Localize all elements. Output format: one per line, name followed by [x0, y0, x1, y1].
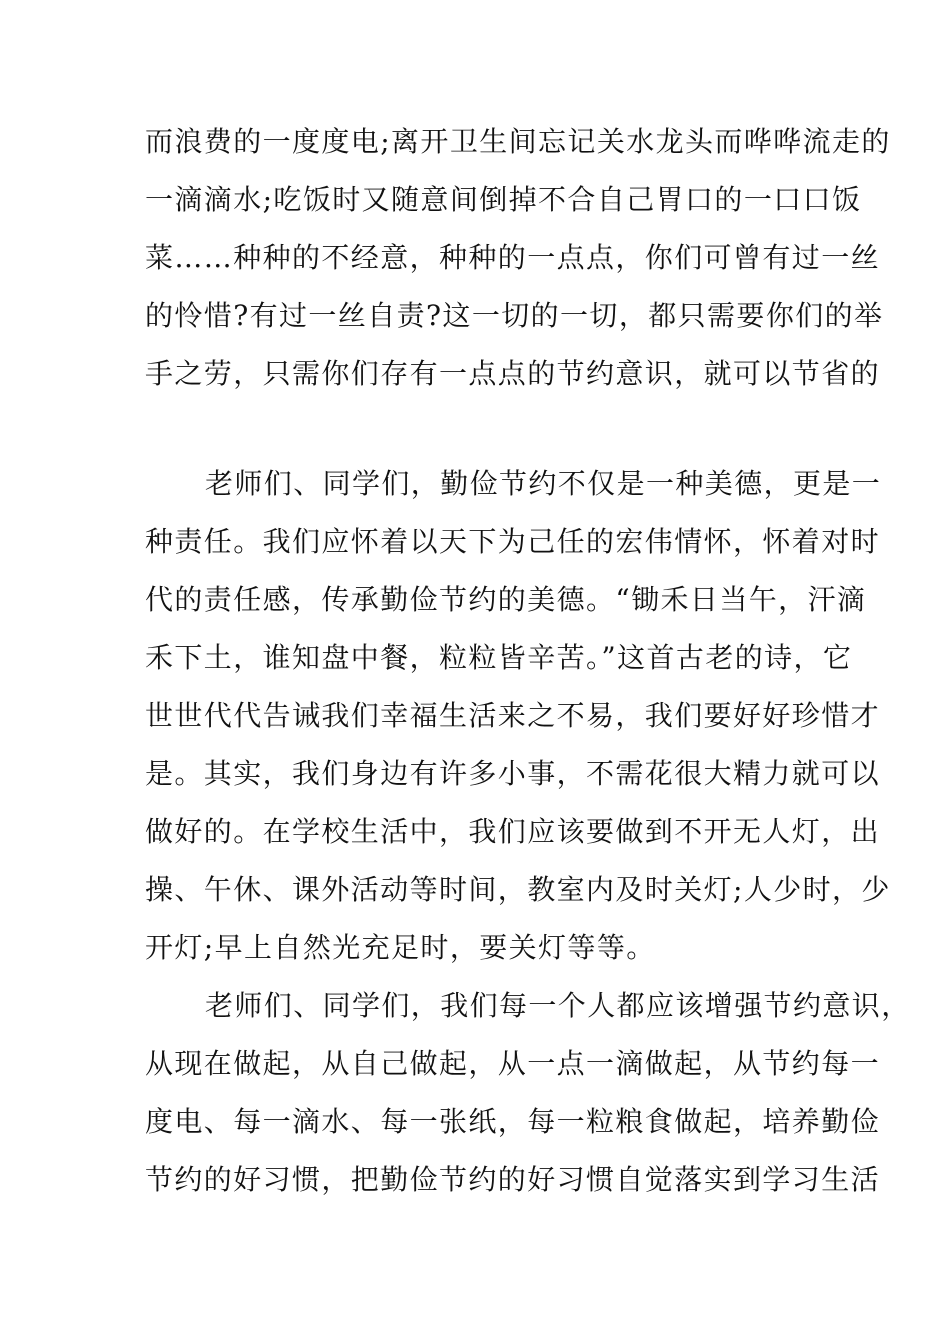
- text-line: 世世代代告诫我们幸福生活来之不易，我们要好好珍惜才: [145, 699, 881, 732]
- text-line: 代的责任感，传承勤俭节约的美德。“锄禾日当午，汗滴: [145, 583, 867, 616]
- text-line: 老师们、同学们，我们每一个人都应该增强节约意识，: [205, 989, 911, 1022]
- text-line: 菜……种种的不经意，种种的一点点，你们可曾有过一丝: [145, 241, 881, 274]
- text-line: 开灯;早上自然光充足时，要关灯等等。: [145, 931, 656, 964]
- text-line: 一滴滴水;吃饭时又随意间倒掉不合自己胃口的一口口饭: [145, 183, 862, 216]
- text-line: 老师们、同学们，勤俭节约不仅是一种美德，更是一: [205, 467, 882, 500]
- text-line: 的怜惜?有过一丝自责?这一切的一切，都只需要你们的举: [145, 299, 884, 332]
- text-line: 度电、每一滴水、每一张纸，每一粒粮食做起，培养勤俭: [145, 1105, 881, 1138]
- text-line: 节约的好习惯，把勤俭节约的好习惯自觉落实到学习生活: [145, 1163, 881, 1196]
- text-line: 是。其实，我们身边有许多小事，不需花很大精力就可以: [145, 757, 881, 790]
- text-line: 禾下土，谁知盘中餐，粒粒皆辛苦。”这首古老的诗，它: [145, 641, 853, 674]
- text-line: 而浪费的一度度电;离开卫生间忘记关水龙头而哗哗流走的: [145, 125, 891, 158]
- text-line: 种责任。我们应怀着以天下为己任的宏伟情怀，怀着对时: [145, 525, 881, 558]
- text-line: 做好的。在学校生活中，我们应该要做到不开无人灯，出: [145, 815, 881, 848]
- text-line: 从现在做起，从自己做起，从一点一滴做起，从节约每一: [145, 1047, 881, 1080]
- text-line: 手之劳，只需你们存有一点点的节约意识，就可以节省的: [145, 357, 881, 390]
- text-line: 操、午休、课外活动等时间，教室内及时关灯;人少时，少: [145, 873, 891, 906]
